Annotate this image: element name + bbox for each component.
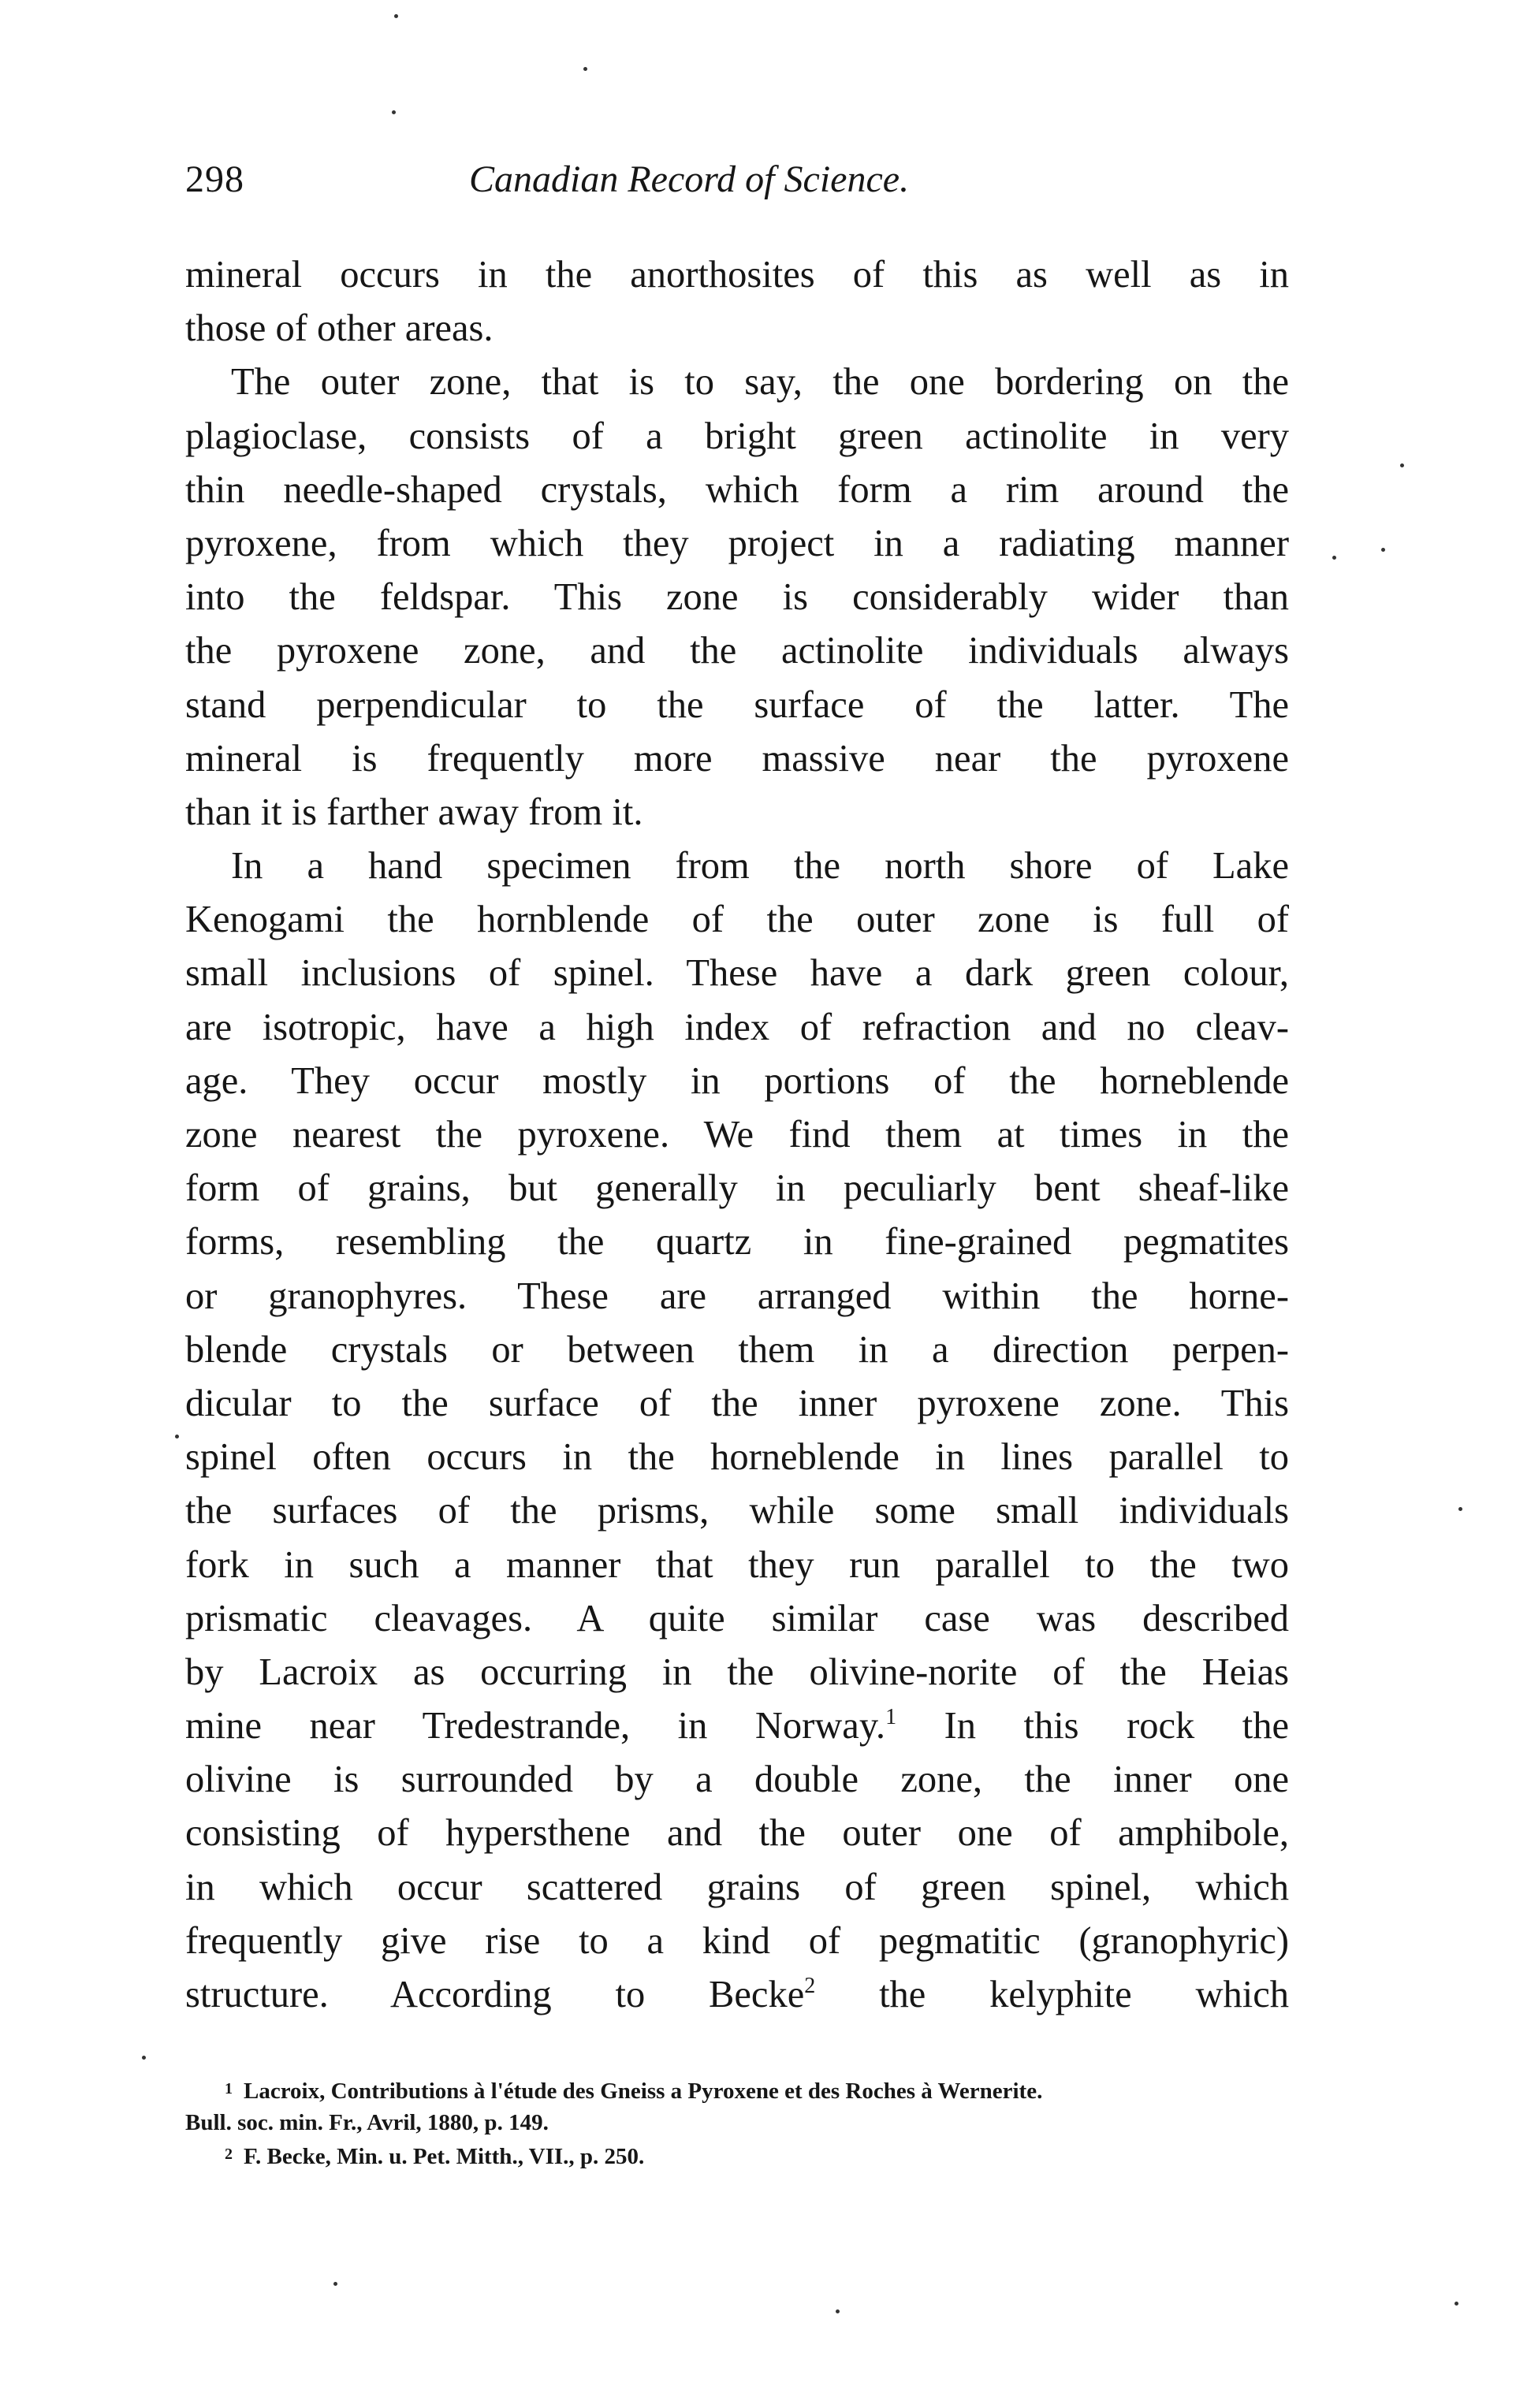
paragraph-first-line: In a hand specimen from the north shore of Lake <box>231 845 1289 888</box>
body-text <box>185 248 1289 2022</box>
text-line: small inclusions of spinel. These have a dark green colour, <box>185 952 1289 995</box>
scan-speck <box>1455 2302 1458 2306</box>
footnote-text: Lacroix, Contributions à l'étude des Gneiss a Pyroxene et des Roches à Wernerite. <box>244 2079 1043 2104</box>
scan-speck <box>333 2282 337 2286</box>
text-segment: structure. According to Becke <box>185 1974 805 2015</box>
text-line: the pyroxene zone, and the actinolite individuals always <box>185 630 1289 672</box>
text-line: mineral is frequently more massive near the pyroxene <box>185 737 1289 780</box>
footnote-2 <box>185 2138 1289 2172</box>
text-line: forms, resembling the quartz in fine-grained pegmatites <box>185 1221 1289 1264</box>
footnote-marker: 1 <box>225 2080 233 2097</box>
scan-speck <box>1400 463 1404 467</box>
text-line: blende crystals or between them in a direction perpen- <box>185 1328 1289 1371</box>
scan-speck <box>392 110 396 114</box>
text-line: prismatic cleavages. A quite similar case was described <box>185 1597 1289 1639</box>
text-line: consisting of hypersthene and the outer one of amphibole, <box>185 1812 1289 1855</box>
footnote-ref-2: 2 <box>804 1974 816 1998</box>
footnote-1-continuation: Bull. soc. min. Fr., Avril, 1880, p. 149. <box>185 2110 549 2135</box>
text-line: age. They occur mostly in portions of the horneblende <box>185 1059 1289 1102</box>
text-line: mineral occurs in the anorthosites of this as well as in <box>185 254 1289 296</box>
footnotes <box>185 2073 1289 2172</box>
footnote-1 <box>185 2073 1289 2107</box>
text-line: form of grains, but generally in peculiarly bent sheaf-like <box>185 1167 1289 1210</box>
text-line: than it is farther away from it. <box>185 791 643 833</box>
footnote-ref-1: 1 <box>885 1705 897 1730</box>
page-number: 298 <box>185 158 244 200</box>
text-segment: In this rock the <box>944 1705 1289 1747</box>
text-line: plagioclase, consists of a bright green actinolite in very <box>185 415 1289 457</box>
scan-speck <box>1332 556 1336 560</box>
footnote-text: F. Becke, Min. u. Pet. Mitth., VII., p. 250. <box>244 2144 645 2169</box>
text-line: in which occur scattered grains of green spinel, which <box>185 1866 1289 1908</box>
scan-speck <box>1458 1507 1462 1511</box>
text-line: by Lacroix as occurring in the olivine-norite of the Heias <box>185 1651 1289 1693</box>
scan-speck <box>583 67 587 71</box>
scan-speck <box>142 2056 146 2060</box>
scan-speck <box>836 2309 840 2313</box>
text-line: olivine is surrounded by a double zone, the inner one <box>185 1759 1289 1801</box>
paragraph-first-line: The outer zone, that is to say, the one bordering on the <box>231 361 1289 404</box>
text-line-with-footnote-ref <box>185 1968 1289 2022</box>
running-title: Canadian Record of Science. <box>469 158 910 200</box>
text-segment: the kelyphite which <box>879 1974 1289 2015</box>
text-line: into the feldspar. This zone is considerably wider than <box>185 576 1289 619</box>
scan-speck <box>175 1435 179 1438</box>
text-line-with-footnote-ref <box>185 1699 1289 1753</box>
page-header <box>185 158 1313 213</box>
text-line: pyroxene, from which they project in a radiating manner <box>185 522 1289 564</box>
text-line: the surfaces of the prisms, while some small individuals <box>185 1490 1289 1532</box>
text-line: fork in such a manner that they run parallel to the two <box>185 1543 1289 1586</box>
scan-speck <box>394 14 398 18</box>
text-line: or granophyres. These are arranged within the horne- <box>185 1275 1289 1317</box>
text-line: zone nearest the pyroxene. We find them at times in the <box>185 1114 1289 1156</box>
text-line: Kenogami the hornblende of the outer zone is full of <box>185 899 1289 941</box>
scan-speck <box>1381 548 1385 552</box>
text-line: dicular to the surface of the inner pyroxene zone. This <box>185 1382 1289 1424</box>
text-segment: mine near Tredestrande, in Norway. <box>185 1705 886 1747</box>
text-line: spinel often occurs in the horneblende in lines parallel to <box>185 1436 1289 1479</box>
text-line: are isotropic, have a high index of refraction and no cleav- <box>185 1006 1289 1048</box>
footnote-marker: 2 <box>225 2146 233 2163</box>
text-line: those of other areas. <box>185 307 494 350</box>
text-line: frequently give rise to a kind of pegmatitic (granophyric) <box>185 1919 1289 1962</box>
text-line: stand perpendicular to the surface of the latter. The <box>185 683 1289 726</box>
text-line: thin needle-shaped crystals, which form a rim around the <box>185 468 1289 511</box>
